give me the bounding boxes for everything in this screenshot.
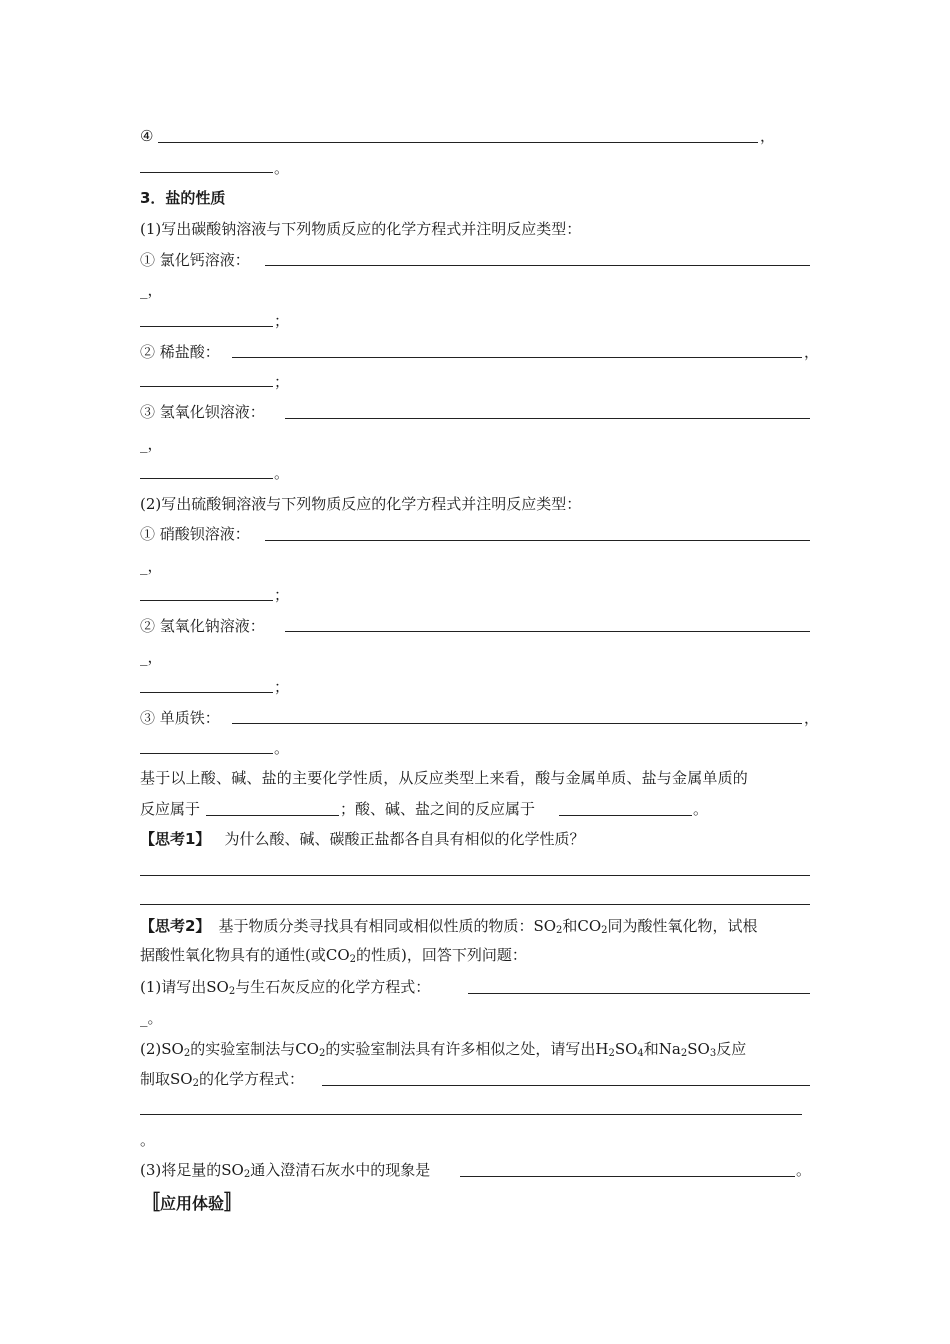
subscript: 2	[608, 1048, 615, 1059]
answer-blank[interactable]	[265, 540, 810, 541]
section-title-application	[140, 1189, 244, 1217]
think-2-q2	[140, 1039, 746, 1059]
answer-blank[interactable]	[140, 1114, 802, 1115]
text: 的性质)，回答下列问题：	[356, 946, 527, 964]
answer-blank[interactable]	[232, 357, 802, 358]
answer-blank[interactable]	[232, 723, 802, 724]
punct: ；	[274, 586, 290, 604]
item-4-line	[140, 126, 153, 146]
answer-blank[interactable]	[322, 1085, 810, 1086]
think-1	[140, 829, 584, 849]
section-title: 应用体验	[160, 1194, 225, 1213]
text: 的化学方程式：	[198, 1070, 304, 1088]
punct: _，	[140, 435, 163, 453]
answer-line[interactable]	[140, 904, 810, 905]
item-b2: ② 氢氧化钠溶液：	[140, 617, 265, 635]
think-2-q3	[140, 1160, 430, 1180]
answer-blank[interactable]	[158, 142, 758, 143]
punct: ；	[274, 678, 290, 696]
subscript: 2	[192, 1078, 199, 1089]
subscript: 2	[243, 1169, 251, 1180]
text: 和CO	[562, 917, 602, 935]
punct: ；	[274, 373, 290, 391]
answer-blank[interactable]	[285, 418, 810, 419]
answer-line[interactable]	[140, 875, 810, 876]
text: (1)请写出SO	[140, 978, 229, 996]
subscript: 2	[349, 954, 357, 965]
subscript: 2	[318, 1048, 326, 1059]
subscript: 4	[637, 1048, 644, 1059]
text: 制取SO	[140, 1070, 193, 1088]
think-2-line-2	[140, 945, 527, 965]
subscript: 2	[601, 925, 608, 936]
punct: _，	[140, 648, 163, 666]
answer-blank[interactable]	[140, 172, 273, 173]
text: SO	[614, 1040, 638, 1058]
think-1-text: 为什么酸、碱、碳酸正盐都各自具有相似的化学性质？	[224, 830, 585, 848]
question-2: (2)写出硫酸铜溶液与下列物质反应的化学方程式并注明反应类型：	[140, 495, 582, 513]
text: 和Na	[643, 1040, 681, 1058]
punct: 。	[274, 159, 290, 177]
item-a2: ② 稀盐酸：	[140, 343, 220, 361]
text: 与生石灰反应的化学方程式：	[235, 978, 431, 996]
punct: 。	[796, 1161, 812, 1179]
punct: ，	[804, 709, 820, 727]
item-b1: ① 硝酸钡溶液：	[140, 525, 250, 543]
answer-blank[interactable]	[140, 692, 273, 693]
punct: 。	[274, 739, 290, 757]
answer-blank[interactable]	[140, 478, 273, 479]
item-a3: ③ 氢氧化钡溶液：	[140, 403, 265, 421]
subscript: 2	[556, 925, 563, 936]
punct: _。	[140, 1009, 163, 1027]
answer-blank[interactable]	[140, 326, 273, 327]
summary-line-1: 基于以上酸、碱、盐的主要化学性质，从反应类型上来看，酸与金属单质、盐与金属单质的	[140, 769, 749, 787]
text: 的实验室制法与CO	[190, 1040, 319, 1058]
text: (2)SO	[140, 1040, 184, 1058]
answer-blank[interactable]	[140, 600, 273, 601]
item-4-mark: ④	[140, 127, 154, 145]
punct: ；	[274, 312, 290, 330]
punct: _，	[140, 557, 163, 575]
punct: ，	[804, 343, 820, 361]
text: SO	[687, 1040, 710, 1058]
answer-blank[interactable]	[285, 631, 810, 632]
text: 基于物质分类寻找具有相同或相似性质的物质：SO	[218, 917, 557, 935]
punct: ，	[760, 127, 776, 145]
text: 通入澄清石灰水中的现象是	[250, 1161, 431, 1179]
subscript: 3	[709, 1048, 717, 1059]
subscript: 2	[183, 1048, 191, 1059]
bracket-left: 〚	[140, 1190, 160, 1214]
think-1-label: 【思考1】	[140, 830, 211, 848]
answer-blank[interactable]	[140, 753, 273, 754]
think-2-q2-line-2	[140, 1069, 304, 1089]
punct: 。	[693, 800, 709, 818]
think-2-q1	[140, 977, 430, 997]
subscript: 2	[228, 986, 236, 997]
answer-blank[interactable]	[468, 993, 810, 994]
item-a1: ① 氯化钙溶液：	[140, 251, 250, 269]
text: 的实验室制法具有许多相似之处，请写出H	[325, 1040, 609, 1058]
section-heading: 3．盐的性质	[140, 189, 226, 207]
answer-blank[interactable]	[559, 815, 692, 816]
punct: _，	[140, 281, 163, 299]
summary-line-2b: ；酸、碱、盐之间的反应属于	[340, 800, 536, 818]
text: 据酸性氧化物具有的通性(或CO	[140, 946, 350, 964]
text: (3)将足量的SO	[140, 1161, 244, 1179]
summary-line-2a: 反应属于	[140, 800, 201, 818]
think-2-label: 【思考2】	[140, 917, 211, 935]
think-2	[140, 916, 758, 936]
text: 同为酸性氧化物，试根	[607, 917, 758, 935]
punct: 。	[140, 1131, 156, 1149]
subscript: 2	[680, 1048, 688, 1059]
bracket-right: 〛	[224, 1190, 245, 1214]
answer-blank[interactable]	[206, 815, 339, 816]
answer-blank[interactable]	[140, 386, 273, 387]
answer-blank[interactable]	[265, 265, 810, 266]
text: 反应	[716, 1040, 747, 1058]
item-b3: ③ 单质铁：	[140, 709, 220, 727]
question-1: (1)写出碳酸钠溶液与下列物质反应的化学方程式并注明反应类型：	[140, 220, 582, 238]
punct: 。	[274, 464, 290, 482]
answer-blank[interactable]	[460, 1176, 795, 1177]
